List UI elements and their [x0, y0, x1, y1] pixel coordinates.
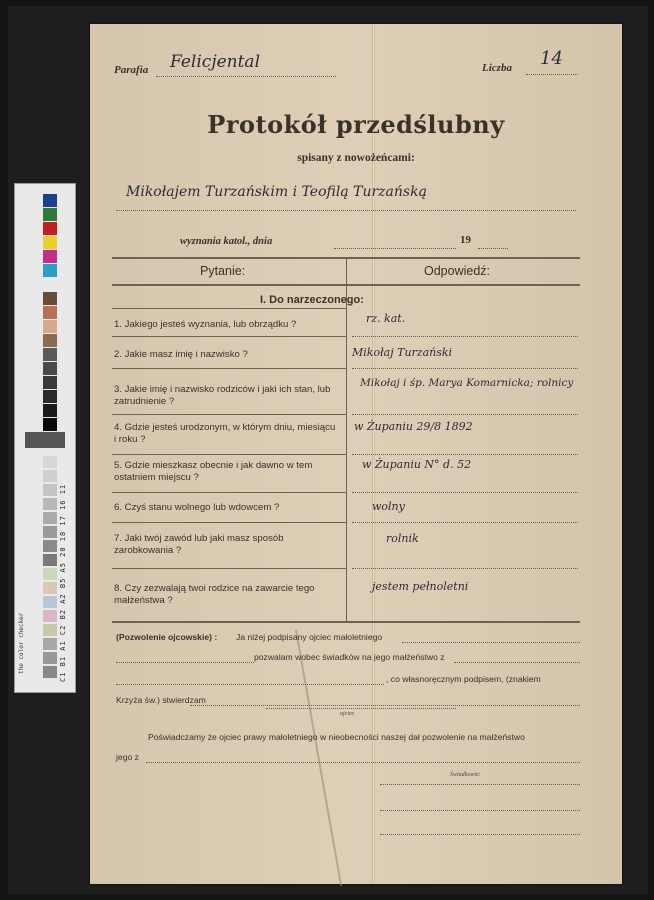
scale-block	[25, 432, 65, 448]
question-1: 1. Jakiego jesteś wyznania, lub obrządku ?	[114, 319, 297, 330]
document-title: Protokół przedślubny	[207, 110, 505, 139]
gray-chip	[43, 582, 57, 594]
permission-rule	[402, 642, 580, 643]
row-rule	[112, 414, 346, 415]
color-chip	[43, 208, 57, 221]
column-header-answer: Odpowiedź:	[424, 264, 491, 278]
color-chip	[43, 250, 57, 263]
color-checker-strip	[14, 183, 76, 693]
gray-chip	[43, 470, 57, 482]
liczba-line	[526, 74, 578, 75]
year-line	[478, 248, 508, 249]
color-chip	[43, 236, 57, 249]
section-title: I. Do narzeczonego:	[260, 294, 364, 306]
color-chip	[43, 362, 57, 375]
permission-heading: (Pozwolenie ojcowskie) :	[116, 632, 218, 642]
color-chip	[43, 306, 57, 319]
gray-chip	[43, 666, 57, 678]
answer-rule	[352, 336, 578, 337]
answer-rule	[352, 368, 578, 369]
document-page	[90, 24, 622, 884]
question-8: 8. Czy zezwalają twoi rodzice na zawarcie tego małżeństwa ?	[114, 583, 315, 606]
color-chip	[43, 222, 57, 235]
question-6: 6. Czyś stanu wolnego lub wdowcem ?	[114, 502, 280, 513]
answer-rule	[352, 568, 578, 569]
gray-chip	[43, 638, 57, 650]
section-rule	[112, 308, 346, 309]
color-chip	[43, 348, 57, 361]
table-bottom-rule	[112, 621, 580, 623]
answer-rule	[352, 492, 578, 493]
answer-3: Mikołaj i śp. Marya Komarnicka; rolnicy	[360, 377, 574, 389]
answer-6: wolny	[372, 500, 405, 513]
color-chip	[43, 334, 57, 347]
jego-z-label: jego z	[116, 752, 139, 762]
witness-line	[380, 784, 580, 785]
gray-chip	[43, 540, 57, 552]
swiadkowie-caption: Świadkowie:	[450, 772, 481, 778]
color-chip	[43, 194, 57, 207]
color-chip	[43, 418, 57, 431]
color-chip	[43, 404, 57, 417]
color-chip	[43, 320, 57, 333]
gray-chip	[43, 624, 57, 636]
question-2: 2. Jakie masz imię i nazwisko ?	[114, 349, 248, 360]
answer-4: w Żupaniu 29/8 1892	[354, 420, 473, 433]
table-column-divider	[346, 257, 347, 621]
row-rule	[112, 336, 346, 337]
liczba-value: 14	[540, 48, 563, 69]
permission-line-1: Ja niżej podpisany ojciec małoletniego	[236, 632, 383, 642]
couple-line	[116, 210, 576, 211]
row-rule	[112, 492, 346, 493]
row-rule	[112, 522, 346, 523]
gray-chip	[43, 526, 57, 538]
paper-crease	[295, 630, 342, 886]
gray-chip	[43, 568, 57, 580]
row-rule	[112, 568, 346, 569]
permission-rule	[454, 662, 580, 663]
witness-line	[380, 810, 580, 811]
wyznania-label: wyznania katol., dnia	[180, 236, 273, 247]
question-5: 5. Gdzie mieszkasz obecnie i jak dawno w tem ostatniem miejscu ?	[114, 460, 313, 483]
answer-rule	[352, 454, 578, 455]
parafia-value: Felicjental	[170, 52, 261, 72]
question-3: 3. Jakie imię i nazwisko rodziców i jaki ich stan, lub zatrudnienie ?	[114, 384, 331, 407]
question-7: 7. Jaki twój zawód lub jaki masz sposób zarobkowania ?	[114, 533, 284, 556]
permission-rule	[146, 762, 580, 763]
color-chip	[43, 376, 57, 389]
answer-rule	[352, 414, 578, 415]
gray-chip	[43, 512, 57, 524]
parafia-line	[156, 76, 336, 77]
color-checker-labels: C1 B1 A1 C2 B2 A2 B5 A5 20 18 17 16 11	[59, 483, 67, 682]
color-chip	[43, 278, 57, 291]
answer-2: Mikołaj Turzański	[352, 346, 453, 359]
gray-chip	[43, 596, 57, 608]
answer-8: jestem pełnoletni	[372, 580, 469, 593]
permission-rule	[116, 684, 384, 685]
gray-chip	[43, 456, 57, 468]
witness-line	[380, 834, 580, 835]
row-rule	[112, 454, 346, 455]
color-chip	[43, 292, 57, 305]
father-signature-line	[266, 708, 456, 709]
permission-rule	[190, 705, 580, 706]
gray-chip	[43, 554, 57, 566]
couple-names: Mikołajem Turzańskim i Teofilą Turzańską	[126, 184, 427, 200]
document-subtitle: spisany z nowożeńcami:	[297, 152, 415, 164]
answer-7: rolnik	[386, 532, 419, 545]
year-prefix: 19	[460, 234, 471, 246]
permission-line-3: , co własnoręcznym podpisem, (znakiem	[386, 674, 541, 684]
answer-rule	[352, 522, 578, 523]
gray-chip	[43, 498, 57, 510]
answer-1: rz. kat.	[366, 312, 406, 325]
color-chip	[43, 264, 57, 277]
row-rule	[112, 368, 346, 369]
color-chip	[43, 390, 57, 403]
parafia-label: Parafia	[114, 64, 149, 76]
gray-chip	[43, 652, 57, 664]
color-checker-caption: the color checker	[18, 612, 25, 674]
certify-text: Poświadczamy że ojciec prawy małoletniego w nieobecności naszej dał pozwolenie na małżeństwo	[148, 732, 525, 742]
gray-chip	[43, 610, 57, 622]
question-4: 4. Gdzie jesteś urodzonym, w którym dniu, miesiącu i roku ?	[114, 422, 336, 445]
date-line	[334, 248, 456, 249]
permission-rule	[116, 662, 254, 663]
answer-5: w Żupaniu N° d. 52	[362, 458, 472, 471]
permission-line-4: Krzyża św.) stwierdzam	[116, 695, 206, 705]
column-header-question: Pytanie:	[200, 264, 246, 278]
permission-line-2: pozwalam wobec świadków na jego małżeństwo z	[254, 652, 445, 662]
ojciec-caption: ojciec	[340, 711, 355, 717]
gray-chip	[43, 484, 57, 496]
liczba-label: Liczba	[482, 62, 512, 74]
